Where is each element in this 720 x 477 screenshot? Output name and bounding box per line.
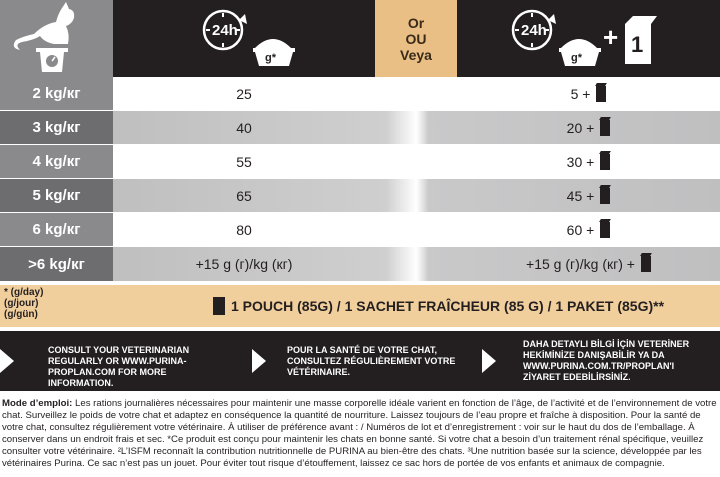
mixed-amount-cell <box>457 111 720 144</box>
mixed-amount: 30 + <box>566 153 595 170</box>
pouch-icon <box>600 222 610 238</box>
dry-amount: 80 <box>236 221 252 238</box>
pouch-icon <box>600 188 610 204</box>
table-row <box>0 77 720 110</box>
usage-body: Les rations journalières nécessaires pour maintenir une masse corporelle idéale varient en fonction de l’âge, de l’activité et de l’environnement de votre chat. Surveillez le poids de votre chat et adaptez en conséquence la quantité de nourriture. Laissez toujours de l’eau propre et fraîche à disposition. Pour la santé de votre chat, consultez régulièrement votre vétérinaire. À utiliser de préférence avant : / Numéros de lot et d’enregistrement : voir sur le haut du dos de l’emballage. À conserver dans un endroit frais et sec. *Ce produit est conçu pour maintenir les chats en bonne santé. Si votre chat a besoin d’un traitement rénal spécifique, veuillez consulter votre vétérinaire. ²L’ISFM reconnaît la contribution nutritionnelle de PURINA au bien-être des chats. ³Une nutrition basée sur la science, développée par les vétérinaires Purina. Ce sac n’est pas un jouet. Pour éviter tout risque d’étouffement, laissez ce sac hors de portée de vos enfants et animaux de compagnie. <box>2 398 717 469</box>
dry-grams-label: g* <box>265 52 276 64</box>
mixed-amount-cell <box>457 247 720 281</box>
or-column-header <box>375 0 457 77</box>
pouch-icon <box>213 297 225 315</box>
pouch-icon <box>600 120 610 136</box>
mixed-amount-cell <box>457 145 720 178</box>
weight-label: 2 kg/кг <box>0 77 113 110</box>
pouch-count: 1 <box>631 32 644 57</box>
dry-food-header <box>113 0 375 77</box>
or-label-fr: OU <box>405 30 427 47</box>
mixed-grams-label: g* <box>571 52 582 64</box>
table-row <box>0 111 720 144</box>
mixed-food-24h-bowl-pouch-icon <box>457 0 720 77</box>
chevron-right-icon <box>482 349 496 373</box>
plus-sign: + <box>603 22 619 52</box>
units-fr: (g/jour) <box>4 298 39 309</box>
dry-food-24h-bowl-icon <box>113 0 375 77</box>
mixed-amount: +15 g (г)/kg (кг) + <box>526 256 635 272</box>
weight-label: 4 kg/кг <box>0 145 113 178</box>
info-text-en: CONSULT YOUR VETERINARIAN REGULARLY OR WWW.PURINA-PROPLAN.COM FOR MORE INFORMATION. <box>48 345 190 388</box>
dry-amount: 25 <box>236 85 252 102</box>
cat-on-scale-icon <box>0 0 113 77</box>
pouch-footnote <box>213 297 664 315</box>
dry-24h-label: 24h <box>212 22 238 39</box>
dry-amount: 65 <box>236 187 252 204</box>
or-label-tr: Veya <box>400 46 432 63</box>
pouch-icon <box>596 86 606 102</box>
mixed-amount-cell <box>457 213 720 246</box>
info-text-fr: POUR LA SANTÉ DE VOTRE CHAT, CONSULTEZ RÉGULIÈREMENT VOTRE VÉTÉRINAIRE. <box>287 345 456 377</box>
chevron-right-icon <box>252 349 266 373</box>
usage-instructions <box>2 398 718 470</box>
mixed-amount: 5 + <box>570 85 591 102</box>
mixed-24h-label: 24h <box>521 22 547 39</box>
weight-label: 3 kg/кг <box>0 111 113 144</box>
dry-amount: +15 g (г)/kg (кг) <box>195 256 293 272</box>
mixed-food-header <box>457 0 720 77</box>
weight-label: >6 kg/кг <box>0 247 113 281</box>
weight-label: 5 kg/кг <box>0 179 113 212</box>
mixed-amount-cell <box>457 77 720 110</box>
table-row <box>0 179 720 212</box>
dry-amount: 40 <box>236 119 252 136</box>
pouch-icon <box>641 256 651 272</box>
units-tr: (g/gün) <box>4 309 38 320</box>
weight-label: 6 kg/кг <box>0 213 113 246</box>
table-row <box>0 247 720 281</box>
usage-title: Mode d’emploi: <box>2 398 73 409</box>
pouch-footnote-text: 1 POUCH (85G) / 1 SACHET FRAÎCHEUR (85 G) / 1 PAKET (85G)** <box>231 298 665 314</box>
table-row <box>0 145 720 178</box>
table-row <box>0 213 720 246</box>
pouch-icon <box>600 154 610 170</box>
dry-amount: 55 <box>236 153 252 170</box>
units-en: * (g/day) <box>4 287 44 298</box>
cat-on-scale-panel <box>0 0 113 77</box>
mixed-amount: 20 + <box>566 119 595 136</box>
info-text-tr: DAHA DETAYLI BİLGİ İÇİN VETERİNER HEKİMİNİZE DANIŞABİLİR YA DA WWW.PURINA.COM.TR/PROPLAN'I ZİYARET EDEBİLİRSİNİZ. <box>523 339 690 382</box>
chevron-right-icon <box>0 349 14 373</box>
mixed-amount: 45 + <box>566 187 595 204</box>
mixed-amount-cell <box>457 179 720 212</box>
units-note <box>4 287 43 320</box>
mixed-amount: 60 + <box>566 221 595 238</box>
or-label-en: Or <box>407 14 425 31</box>
